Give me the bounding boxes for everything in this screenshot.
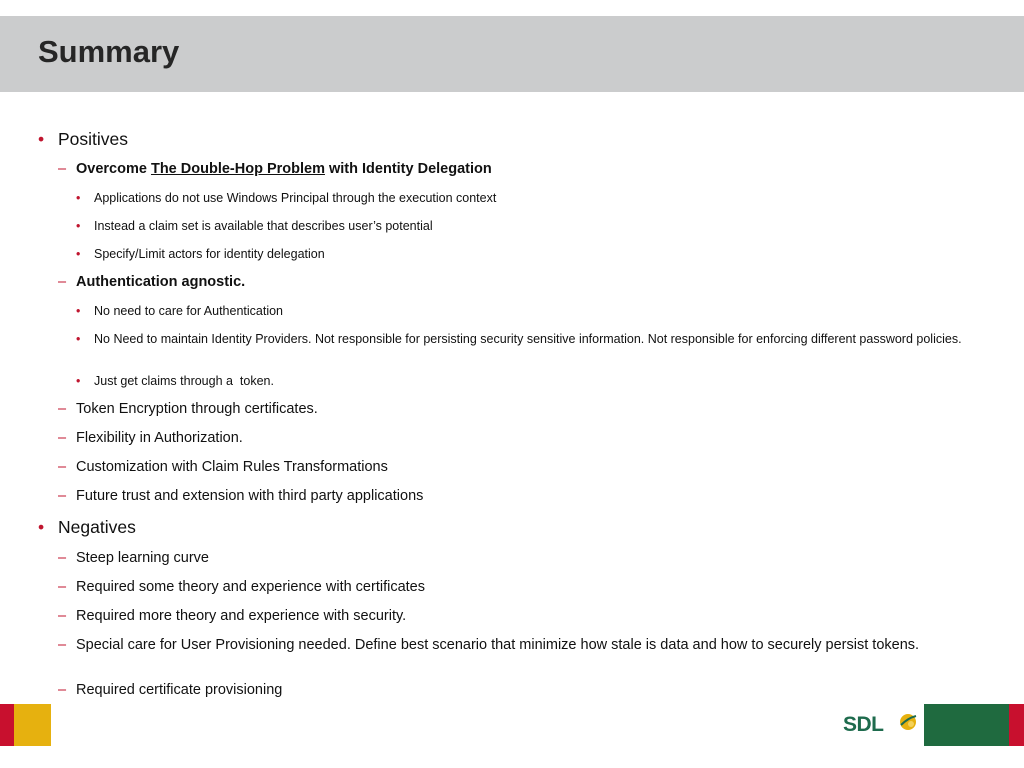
bullet-dot-icon: •	[76, 219, 81, 233]
item-negative	[58, 579, 958, 595]
sub-item-text: No need to care for Authentication	[94, 304, 284, 318]
footer-gold-block	[14, 704, 51, 746]
item-other-positive	[58, 430, 958, 446]
bullet-dot-icon: •	[76, 374, 81, 388]
double-hop-link[interactable]: The Double-Hop Problem	[150, 161, 325, 177]
item-negative	[58, 637, 958, 669]
sub-item-text: Instead a claim set is available that describes user’s potential	[94, 219, 433, 233]
sub-item-text: Specify/Limit actors for identity delegation	[94, 247, 325, 261]
bullet-positives	[38, 129, 938, 149]
item-text: Customization with Claim Rules Transformations	[76, 459, 388, 475]
dash-icon: –	[58, 488, 67, 504]
sub-item	[76, 332, 976, 360]
item-text: Special care for User Provisioning needed. Define best scenario that minimize how stale is data and how to securely persist tokens.	[76, 637, 920, 653]
bullet-dot-icon: •	[76, 332, 81, 346]
dash-icon: –	[58, 682, 67, 698]
item-auth-agnostic	[58, 274, 958, 290]
item-text: Steep learning curve	[76, 550, 209, 566]
sub-item	[76, 374, 976, 388]
item-text: Token Encryption through certificates.	[76, 401, 318, 417]
bullet-label: Positives	[58, 129, 129, 149]
sub-item	[76, 219, 976, 233]
item-text: Future trust and extension with third party applications	[76, 488, 424, 504]
item-other-positive	[58, 459, 958, 475]
item-suffix: with Identity Delegation	[324, 161, 492, 177]
sub-item	[76, 304, 976, 318]
dash-icon: –	[58, 459, 67, 475]
dash-icon: –	[58, 161, 67, 177]
item-text: Flexibility in Authorization.	[76, 430, 243, 446]
dash-icon: –	[58, 430, 67, 446]
dash-icon: –	[58, 401, 67, 417]
item-prefix: Overcome	[76, 161, 151, 177]
sub-item-text: Just get claims through a token.	[94, 374, 274, 388]
item-text: Required some theory and experience with certificates	[76, 579, 425, 595]
item-negative	[58, 550, 958, 566]
item-text: Required certificate provisioning	[76, 682, 283, 698]
footer-red-block	[0, 704, 14, 746]
item-text: Required more theory and experience with security.	[76, 608, 407, 624]
bullet-dot-icon: •	[38, 129, 45, 149]
bullet-negatives	[38, 517, 938, 537]
page-title: Summary	[38, 34, 180, 69]
item-negative	[58, 608, 958, 624]
bullet-dot-icon: •	[76, 191, 81, 205]
sub-item	[76, 191, 976, 205]
sub-item-text: Applications do not use Windows Principal through the execution context	[94, 191, 497, 205]
item-negative	[58, 682, 958, 698]
item-text: Authentication agnostic.	[76, 274, 246, 290]
dash-icon: –	[58, 579, 67, 595]
dash-icon: –	[58, 608, 67, 624]
sdl-logo-text: SDL	[843, 713, 884, 736]
bullet-label: Negatives	[58, 517, 136, 537]
item-other-positive	[58, 401, 958, 417]
item-text	[76, 161, 492, 177]
sub-item-text: No Need to maintain Identity Providers. Not responsible for persisting security sensitive information. Not responsible for enforcing different password policies.	[94, 332, 962, 346]
bullet-dot-icon: •	[38, 517, 45, 537]
dash-icon: –	[58, 637, 67, 653]
dash-icon: –	[58, 550, 67, 566]
bullet-dot-icon: •	[76, 247, 81, 261]
globe-icon	[898, 712, 918, 732]
item-double-hop	[58, 161, 958, 177]
item-other-positive	[58, 488, 958, 504]
bullet-dot-icon: •	[76, 304, 81, 318]
sub-item	[76, 247, 976, 261]
dash-icon: –	[58, 274, 67, 290]
footer-red-right-block	[1009, 704, 1024, 746]
